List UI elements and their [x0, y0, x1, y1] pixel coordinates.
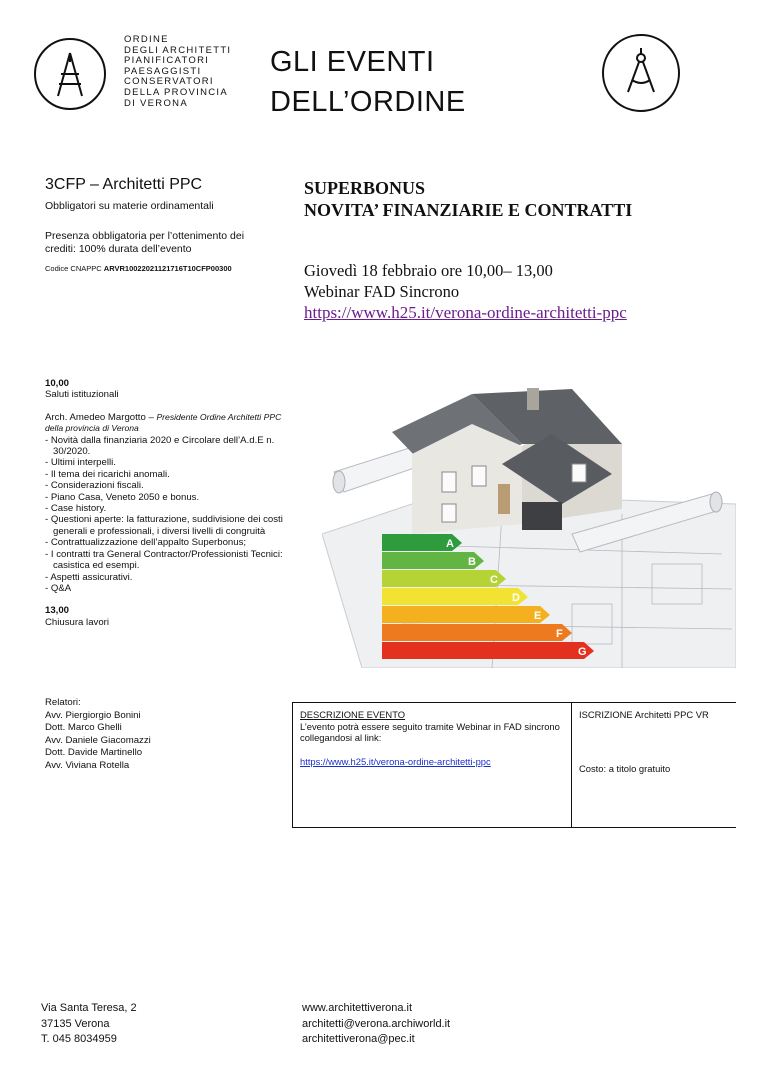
footer-address [41, 1001, 137, 1048]
program-item: - Ultimi interpelli. [45, 457, 116, 469]
address-line: Via Santa Teresa, 2 [41, 1002, 137, 1014]
cnappc-code-value: ARVR10022021121716T10CFP00300 [103, 264, 232, 273]
energy-class-bar [382, 642, 594, 659]
energy-class-label: C [490, 574, 498, 586]
event-title-line: SUPERBONUS [304, 178, 426, 198]
pec-email-link[interactable]: architettiverona@pec.it [302, 1033, 415, 1045]
presenter-name: Arch. Amedeo Margotto – [45, 411, 157, 423]
ladder-a-icon [36, 40, 104, 108]
org-line: ORDINE [124, 34, 169, 45]
speaker-name: Avv. Daniele Giacomazzi [45, 734, 151, 746]
program [45, 378, 295, 628]
energy-class-bar [382, 570, 506, 587]
phone: T. 045 8034959 [41, 1033, 117, 1045]
presenter [45, 412, 295, 435]
org-line: DI VERONA [124, 97, 188, 109]
website-link[interactable]: www.architettiverona.it [302, 1002, 413, 1014]
program-item: - Piano Casa, Veneto 2050 e bonus. [45, 491, 200, 503]
energy-class-label: F [556, 628, 563, 640]
speaker-name: Avv. Viviana Rotella [45, 759, 130, 771]
program-item: - Contrattualizzazione dell’appalto Superbonus; [45, 537, 247, 549]
compass-icon [604, 36, 678, 110]
event-mode: Webinar FAD Sincrono [304, 282, 460, 301]
cfp-title: 3CFP – Architetti PPC [45, 176, 203, 193]
presence-requirement: Presenza obbligatoria per l’ottenimento dei crediti: 100% durata dell’evento [45, 230, 245, 255]
event-description [300, 709, 562, 767]
speakers [45, 697, 151, 773]
info-table-divider [571, 703, 572, 827]
event-title [304, 177, 632, 221]
house [392, 388, 622, 534]
order-logo [34, 38, 106, 110]
event-date: Giovedì 18 febbraio ore 10,00– 13,00 [304, 261, 553, 280]
energy-class-bar [382, 606, 550, 623]
org-line: CONSERVATORI [124, 76, 214, 88]
energy-class-label: D [512, 592, 520, 604]
speaker-name: Avv. Piergiorgio Bonini [45, 709, 141, 721]
cnappc-code-label: Codice CNAPPC [45, 264, 102, 273]
program-item: - Considerazioni fiscali. [45, 480, 144, 492]
speaker-name: Dott. Marco Ghelli [45, 722, 122, 734]
description-heading: DESCRIZIONE EVENTO [300, 709, 406, 720]
event-details [304, 260, 627, 323]
energy-class-label: B [468, 556, 476, 568]
energy-class-bar [382, 588, 528, 605]
program-item: - I contratti tra General Contractor/Professionisti Tecnici: casistica ed esempi. [45, 548, 283, 572]
program-item: - Q&A [45, 582, 72, 594]
page-title [270, 42, 466, 122]
program-item: - Il tema dei ricarichi anomali. [45, 468, 170, 480]
event-title-line: NOVITA’ FINANZIARIE E CONTRATTI [304, 200, 633, 220]
footer-contacts [302, 1001, 450, 1048]
presenter-role: Presidente Ordine Architetti PPC della provincia di Verona [45, 411, 282, 434]
cfp-subtitle: Obbligatori su materie ordinamentali [45, 200, 214, 212]
speaker-name: Dott. Davide Martinello [45, 747, 143, 759]
program-end-label: Chiusura lavori [45, 616, 109, 628]
house-energy-graphic [322, 384, 736, 668]
page-title-line: DELL’ORDINE [270, 86, 466, 118]
program-start-label: Saluti istituzionali [45, 389, 119, 401]
energy-class-label: G [578, 646, 587, 658]
energy-class-label: E [534, 610, 542, 622]
program-item: - Questioni aperte: la fatturazione, suddivisione dei costi generali e professionali, i diversi livelli di congruità [45, 514, 283, 537]
program-items [45, 435, 295, 595]
description-link[interactable]: https://www.h25.it/verona-ordine-architetti-ppc [300, 755, 491, 767]
house-energy-illustration [322, 384, 736, 668]
email-link[interactable]: architetti@verona.archiworld.it [302, 1017, 451, 1030]
org-line: DEGLI ARCHITETTI [124, 44, 232, 56]
org-line: DELLA PROVINCIA [124, 86, 228, 98]
cost-label: Costo: a titolo gratuito [579, 763, 671, 774]
org-name [124, 35, 244, 109]
program-item: - Novità dalla finanziaria 2020 e Circolare dell’A.d.E n. 30/2020. [45, 434, 275, 458]
program-end-time: 13,00 [45, 605, 70, 617]
cnappc-code [45, 264, 232, 273]
org-line: PAESAGGISTI [124, 65, 202, 77]
registration-label: ISCRIZIONE Architetti PPC VR [579, 709, 709, 720]
event-link[interactable]: https://www.h25.it/verona-ordine-architetti-ppc [304, 303, 627, 322]
program-item: - Aspetti assicurativi. [45, 571, 133, 583]
program-item: - Case history. [45, 503, 107, 515]
speakers-heading: Relatori: [45, 697, 81, 708]
program-start-time: 10,00 [45, 378, 70, 389]
org-line: PIANIFICATORI [124, 55, 210, 67]
energy-class-label: A [446, 538, 454, 550]
description-text: L’evento potrà essere seguito tramite Webinar in FAD sincrono collegandosi al link: [300, 720, 560, 744]
energy-class-bar [382, 624, 572, 641]
page-title-line: GLI EVENTI [270, 46, 435, 78]
info-table [292, 702, 736, 828]
address-line: 37135 Verona [41, 1017, 110, 1030]
compass-logo [602, 34, 680, 112]
